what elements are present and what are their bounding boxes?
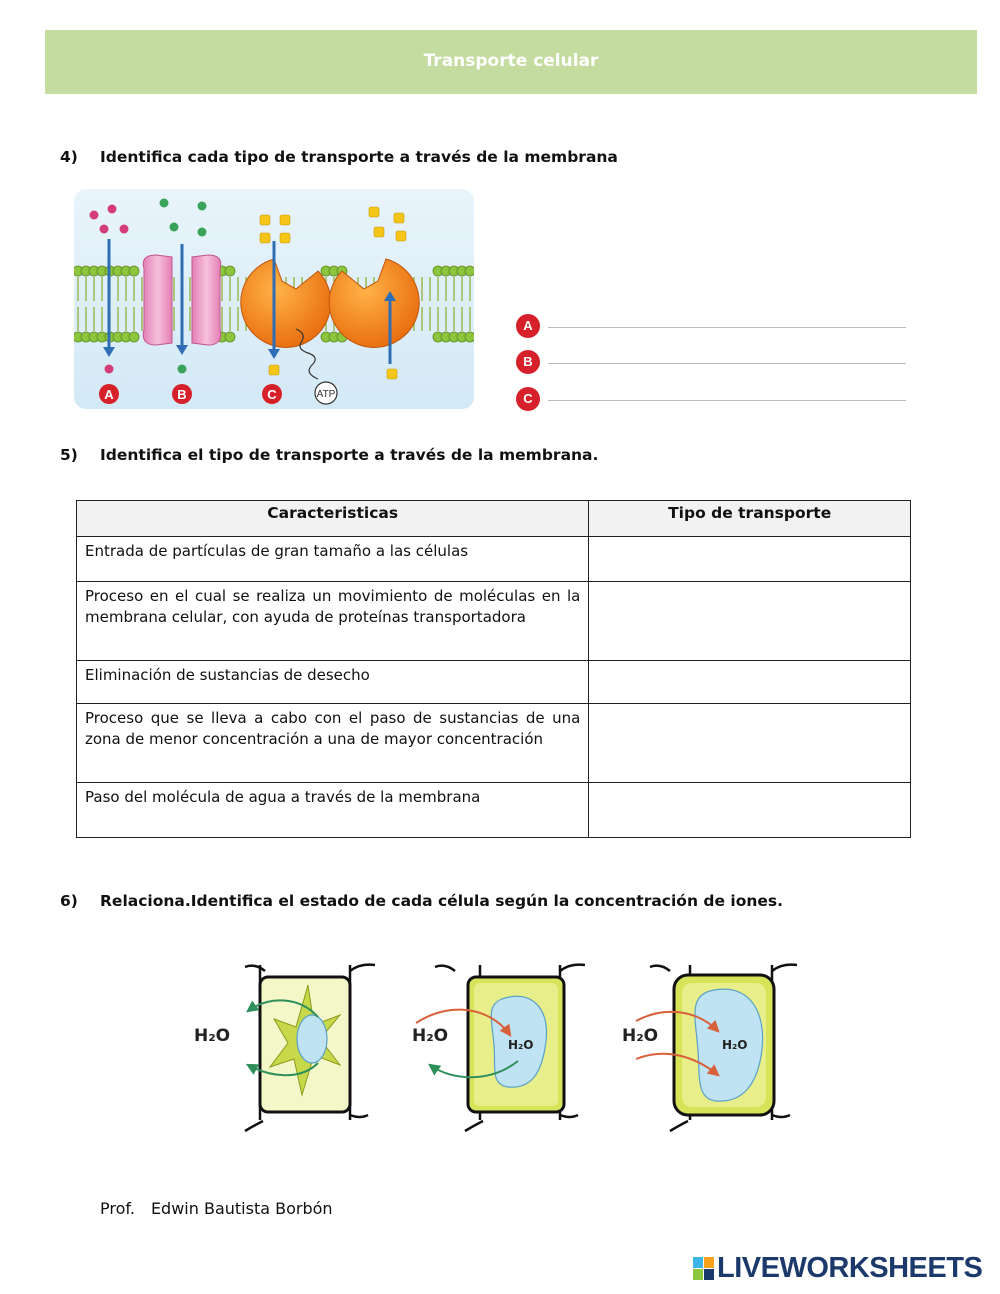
logo-text: LIVEWORKSHEETS (717, 1252, 983, 1284)
answer-line-c[interactable] (516, 387, 906, 411)
question-6 (60, 892, 783, 910)
answer-badge: B (516, 350, 540, 374)
header-banner (45, 30, 977, 94)
h2o-outer-label: H₂O (194, 1026, 231, 1046)
table-row (77, 582, 911, 661)
question-text: Relaciona.Identifica el estado de cada célula según la concentración de iones. (100, 892, 783, 910)
h2o-outer-label: H₂O (412, 1026, 449, 1046)
h2o-inner-label: H₂O (722, 1038, 748, 1052)
characteristic-cell: Eliminación de sustancias de desecho (77, 661, 589, 704)
question-4 (60, 148, 618, 166)
transport-type-answer[interactable] (589, 704, 911, 783)
plasmolyzed-cell (194, 965, 375, 1131)
question-5 (60, 446, 598, 464)
answer-badge: C (516, 387, 540, 411)
column-header-transport-type: Tipo de transporte (589, 501, 911, 537)
answer-line-b[interactable] (516, 350, 906, 374)
question-text: Identifica cada tipo de transporte a través de la membrana (100, 148, 618, 166)
label-b: B (177, 387, 187, 402)
logo-mark-icon (693, 1257, 715, 1281)
transport-type-answer[interactable] (589, 582, 911, 661)
label-c: C (267, 387, 277, 402)
atp-label: ATP (316, 389, 336, 400)
question-number: 5) (60, 446, 78, 464)
characteristic-cell: Proceso que se lleva a cabo con el paso de sustancias de una zona de menor concentración a una de mayor concentración (77, 704, 589, 783)
page-title: Transporte celular (423, 51, 599, 71)
transport-type-answer[interactable] (589, 661, 911, 704)
osmosis-cells-figure (190, 955, 810, 1135)
question-number: 4) (60, 148, 78, 166)
table-row (77, 783, 911, 838)
characteristic-cell: Paso del molécula de agua a través de la membrana (77, 783, 589, 838)
characteristic-cell: Entrada de partículas de gran tamaño a las células (77, 537, 589, 582)
membrane-transport-figure (74, 189, 474, 409)
transport-type-answer[interactable] (589, 783, 911, 838)
h2o-outer-label: H₂O (622, 1026, 659, 1046)
normal-cell (412, 965, 585, 1131)
characteristic-cell: Proceso en el cual se realiza un movimiento de moléculas en la membrana celular, con ayuda de proteínas transportadora (77, 582, 589, 661)
answer-badge: A (516, 314, 540, 338)
answer-input[interactable] (548, 363, 906, 364)
table-row (77, 704, 911, 783)
transport-type-answer[interactable] (589, 537, 911, 582)
h2o-inner-label: H₂O (508, 1038, 534, 1052)
label-a: A (104, 387, 114, 402)
answer-input[interactable] (548, 327, 906, 328)
table-header-row (77, 501, 911, 537)
table-row (77, 537, 911, 582)
table-row (77, 661, 911, 704)
turgid-cell (622, 965, 797, 1131)
prof-label: Prof. (100, 1199, 135, 1218)
question-text: Identifica el tipo de transporte a través de la membrana. (100, 446, 599, 464)
teacher-credit (100, 1199, 333, 1218)
transport-types-table (76, 500, 911, 838)
question-number: 6) (60, 892, 78, 910)
answer-input[interactable] (548, 400, 906, 401)
answer-line-a[interactable] (516, 314, 906, 338)
column-header-characteristics: Caracteristicas (77, 501, 589, 537)
prof-name: Edwin Bautista Borbón (150, 1199, 333, 1218)
